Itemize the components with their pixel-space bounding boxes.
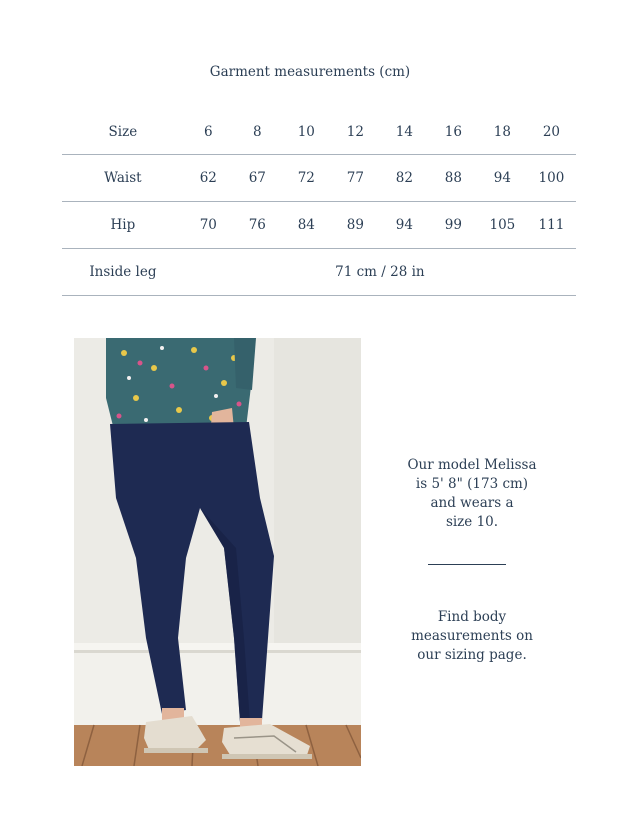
sizing-info-line: measurements on [411,628,533,644]
sizing-info [380,608,564,665]
size-header-cell: 10 [282,110,331,155]
size-header-cell: 14 [380,110,429,155]
waist-value: 100 [527,155,576,202]
hip-row [62,202,576,249]
waist-value: 62 [184,155,233,202]
hip-value: 76 [233,202,282,249]
measurements-table [62,110,576,296]
size-header-cell: 6 [184,110,233,155]
waist-label: Waist [62,155,184,202]
waist-value: 94 [478,155,527,202]
hip-label: Hip [62,202,184,249]
model-info-line: is 5' 8" (173 cm) [415,476,529,492]
size-header-cell: 18 [478,110,527,155]
inside-leg-label: Inside leg [62,249,184,296]
waist-value: 77 [331,155,380,202]
model-info [380,456,564,532]
size-header-cell: 8 [233,110,282,155]
hip-value: 111 [527,202,576,249]
waist-value: 72 [282,155,331,202]
section-divider [428,564,506,565]
waist-value: 88 [429,155,478,202]
hip-value: 84 [282,202,331,249]
hip-value: 94 [380,202,429,249]
model-info-line: and wears a [430,495,514,511]
size-header-cell: 12 [331,110,380,155]
waist-row [62,155,576,202]
size-header-cell: 16 [429,110,478,155]
waist-value: 82 [380,155,429,202]
model-photo [74,338,361,766]
page-title: Garment measurements (cm) [209,64,411,80]
hip-value: 70 [184,202,233,249]
size-header-label: Size [62,110,184,155]
waist-value: 67 [233,155,282,202]
hip-value: 99 [429,202,478,249]
inside-leg-value: 71 cm / 28 in [184,249,576,296]
sizing-info-line: our sizing page. [417,647,527,663]
hip-value: 89 [331,202,380,249]
model-info-line: Our model Melissa [407,457,537,473]
hip-value: 105 [478,202,527,249]
size-header-row [62,110,576,155]
model-info-line: size 10. [445,514,499,530]
sizing-info-line: Find body [437,609,507,625]
size-header-cell: 20 [527,110,576,155]
inside-leg-row [62,249,576,296]
